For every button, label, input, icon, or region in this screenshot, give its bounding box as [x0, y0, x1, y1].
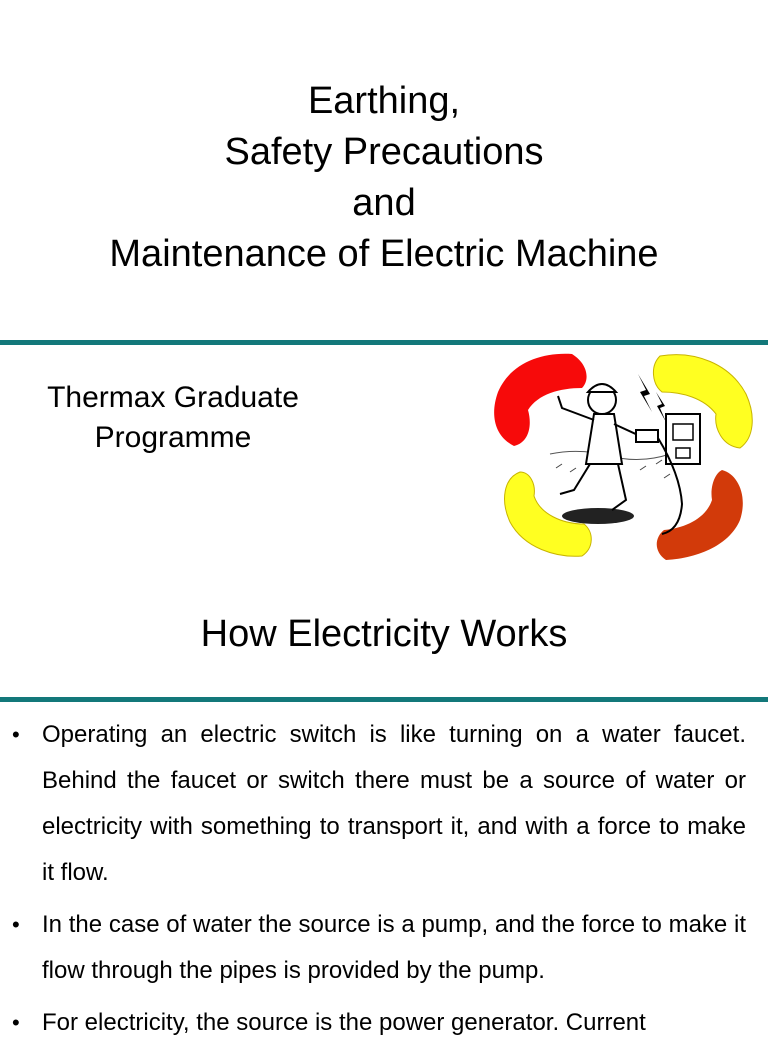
electric-shock-safety-illustration: [490, 344, 756, 566]
slide-subtitle: [18, 378, 328, 458]
title-line: Maintenance of Electric Machine: [109, 233, 659, 275]
slide-title: [0, 76, 768, 280]
bullet-icon: •: [12, 722, 20, 747]
title-line: Earthing,: [307, 80, 461, 122]
bullet-item: [0, 1000, 768, 1046]
section-title: How Electricity Works: [200, 613, 568, 655]
title-line: Safety Precautions: [224, 131, 544, 173]
divider-rule: [0, 697, 768, 702]
subtitle-line: Programme: [94, 421, 252, 454]
title-line: and: [352, 182, 416, 224]
bullet-icon: •: [12, 1010, 20, 1035]
bullet-text: For electricity, the source is the power generator. Current: [42, 1009, 646, 1036]
bullet-item: [0, 902, 768, 994]
bullet-icon: •: [12, 912, 20, 937]
red-arrow-shape: [494, 354, 586, 446]
bullet-text: Operating an electric switch is like turning on a water faucet. Behind the faucet or switch there must be a source of water or electricity with something to transport it, and with a force to make it flow.: [42, 721, 746, 886]
bullet-list: [0, 712, 768, 1052]
subtitle-line: Thermax Graduate: [47, 381, 299, 414]
bullet-text: In the case of water the source is a pump, and the force to make it flow through the pipes is provided by the pump.: [42, 911, 746, 984]
bullet-item: [0, 712, 768, 896]
illustration-svg: [490, 344, 756, 566]
dark-red-arrow-shape: [657, 470, 743, 560]
